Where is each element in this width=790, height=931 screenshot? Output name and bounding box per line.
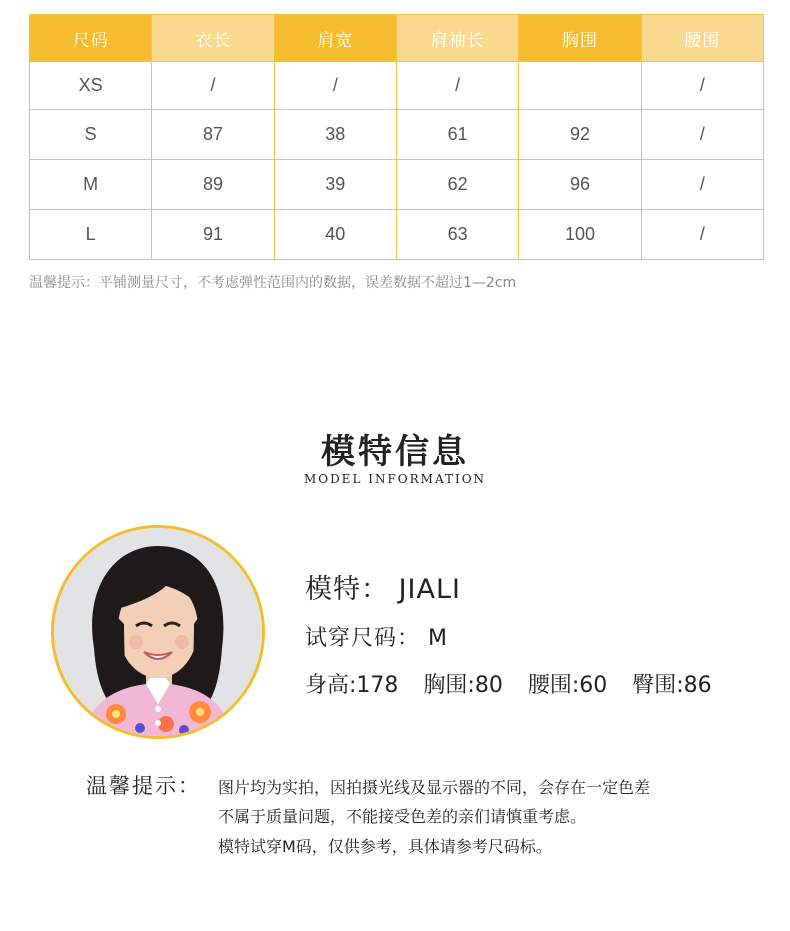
table-row <box>30 210 764 260</box>
table-cell: 92 <box>519 110 641 160</box>
section-subtitle: MODEL INFORMATION <box>303 472 487 486</box>
model-waist: 腰围:60 <box>527 673 608 698</box>
table-cell: 39 <box>274 160 396 210</box>
model-fitting-size: 试穿尺码： M <box>305 626 448 651</box>
model-height: 身高:178 <box>305 673 399 698</box>
table-cell: / <box>641 62 763 110</box>
table-cell: L <box>30 210 152 260</box>
tips-line: 不属于质量问题，不能接受色差的亲们请慎重考虑。 <box>218 807 587 826</box>
table-cell: / <box>152 62 274 110</box>
table-cell: 87 <box>152 110 274 160</box>
header-size: 尺码 <box>30 15 152 62</box>
table-row <box>30 110 764 160</box>
tips-label: 温馨提示： <box>86 774 201 798</box>
model-bust: 胸围:80 <box>423 673 503 698</box>
size-table-header-row <box>30 15 764 62</box>
table-cell: / <box>641 210 763 260</box>
table-cell: 96 <box>519 160 641 210</box>
table-cell: 89 <box>152 160 274 210</box>
table-cell: 62 <box>396 160 518 210</box>
table-cell: / <box>274 62 396 110</box>
table-cell: 40 <box>274 210 396 260</box>
model-name: 模特： JIALI <box>305 574 461 605</box>
table-cell: M <box>30 160 152 210</box>
header-bust: 胸围 <box>519 15 641 62</box>
table-cell: 38 <box>274 110 396 160</box>
table-row <box>30 62 764 110</box>
size-table <box>29 14 764 260</box>
table-row <box>30 160 764 210</box>
table-cell: XS <box>30 62 152 110</box>
model-avatar <box>51 525 265 739</box>
section-title: 模特信息 <box>321 432 469 472</box>
table-cell: / <box>641 160 763 210</box>
table-cell: 63 <box>396 210 518 260</box>
table-cell: / <box>641 110 763 160</box>
table-cell <box>519 62 641 110</box>
table-cell: 91 <box>152 210 274 260</box>
header-length: 衣长 <box>152 15 274 62</box>
tips-line: 图片均为实拍，因拍摄光线及显示器的不同，会存在一定色差 <box>218 778 651 797</box>
tips-line: 模特试穿M码，仅供参考，具体请参考尺码标。 <box>218 837 552 856</box>
header-sleeve: 肩袖长 <box>396 15 518 62</box>
model-measurements <box>305 668 730 699</box>
table-cell: 61 <box>396 110 518 160</box>
table-cell: S <box>30 110 152 160</box>
model-photo-illustration <box>54 528 262 736</box>
model-hip: 臀围:86 <box>632 673 712 698</box>
table-cell: 100 <box>519 210 641 260</box>
header-waist: 腰围 <box>641 15 763 62</box>
size-table-note: 温馨提示：平铺测量尺寸，不考虑弹性范围内的数据，误差数据不超过1—2cm <box>29 275 517 291</box>
table-cell: / <box>396 62 518 110</box>
header-shoulder: 肩宽 <box>274 15 396 62</box>
